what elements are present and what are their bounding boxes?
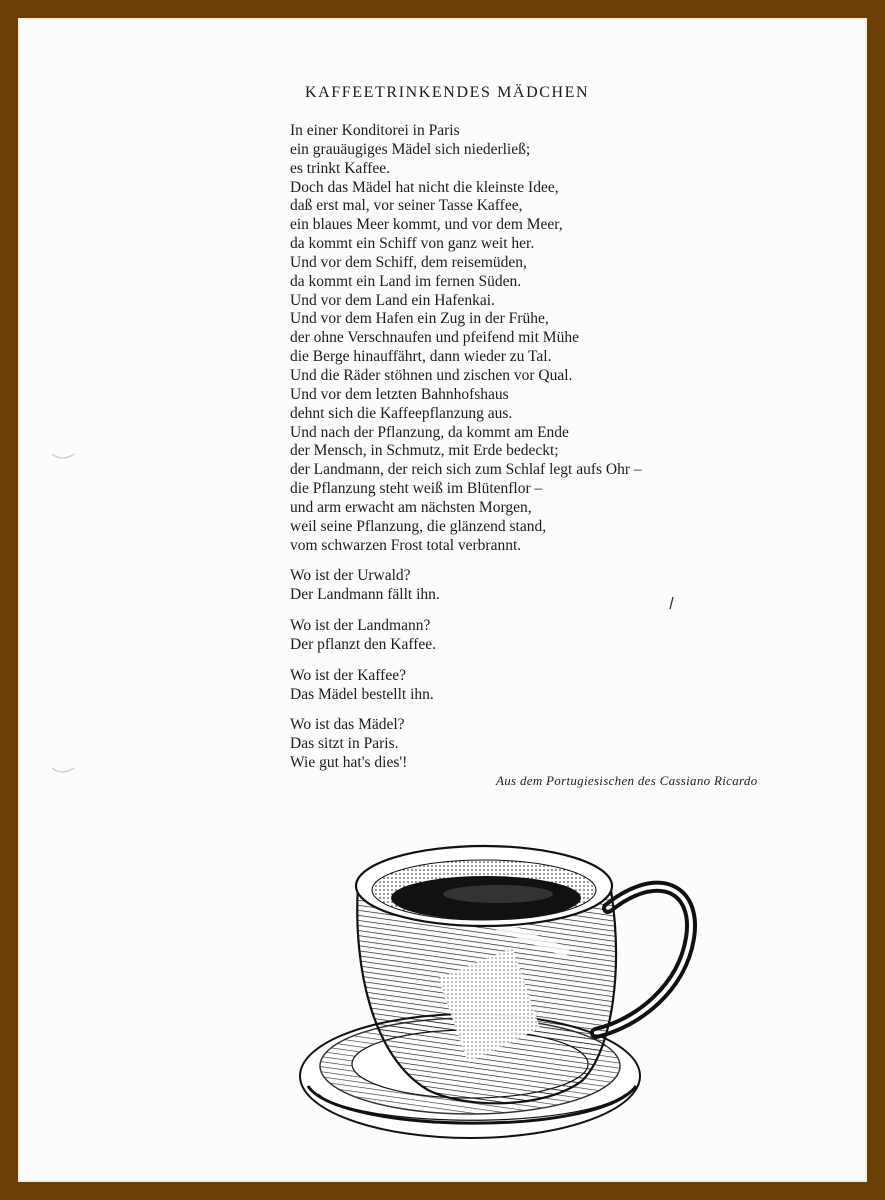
poem-line: Der pflanzt den Kaffee. [290,635,437,653]
poem-line: Wie gut hat's dies'! [290,754,408,772]
poem-line: da kommt ein Schiff von ganz weit her. [290,235,535,253]
poem-stanza [290,617,642,655]
poem-line: Wo ist der Landmann? [290,617,431,635]
poem-body [290,122,642,773]
poem-line: die Berge hinauffährt, dann wieder zu Tal. [290,348,552,366]
poem-line: da kommt ein Land im fernen Süden. [290,272,522,290]
poem-line: Das sitzt in Paris. [290,735,399,753]
punch-hole-mark-upper [48,446,78,466]
poem-line: Wo ist der Kaffee? [290,666,406,684]
poem-line: ein grauäugiges Mädel sich niederließ; [290,140,531,158]
cup-rim [356,846,612,926]
poem-line: der Mensch, in Schmutz, mit Erde bedeckt; [290,442,559,460]
poem-line: Das Mädel bestellt ihn. [290,685,434,703]
punch-hole-mark-lower [48,760,78,780]
poem-title: KAFFEETRINKENDES MÄDCHEN [305,84,590,101]
poem-line: Wo ist das Mädel? [290,716,405,734]
translation-attribution: Aus dem Portugiesischen des Cassiano Ricardo [496,773,758,788]
poem-stanza [290,567,642,605]
poem-line: und arm erwacht am nächsten Morgen, [290,498,532,516]
poem-stanza [290,716,642,773]
poem-line: dehnt sich die Kaffeepflanzung aus. [290,404,513,422]
coffee-cup-illustration [278,828,698,1153]
poem-line: ein blaues Meer kommt, und vor dem Meer, [290,216,563,234]
poem-line: In einer Konditorei in Paris [290,122,460,139]
poem-line: Und die Räder stöhnen und zischen vor Qual. [290,366,573,384]
poem-line: der ohne Verschnaufen und pfeifend mit Mühe [290,329,579,347]
poem-line: der Landmann, der reich sich zum Schlaf legt aufs Ohr – [290,461,642,479]
poem-line: es trinkt Kaffee. [290,159,390,177]
poem-stanza [290,122,642,555]
poem-line: daß erst mal, vor seiner Tasse Kaffee, [290,197,523,215]
poem-line: Und vor dem letzten Bahnhofshaus [290,385,509,403]
poem-line: die Pflanzung steht weiß im Blütenflor – [290,480,543,498]
poem-line: Doch das Mädel hat nicht die kleinste Idee, [290,178,559,196]
poem-line: Und nach der Pflanzung, da kommt am Ende [290,423,569,441]
poem-line: Wo ist der Urwald? [290,567,411,585]
page-sheet [18,18,867,1182]
poem-line: Und vor dem Schiff, dem reisemüden, [290,253,527,271]
poem-stanza [290,667,642,705]
poem-line: vom schwarzen Frost total verbrannt. [290,536,522,554]
poem-line: weil seine Pflanzung, die glänzend stand, [290,517,547,535]
stray-pen-mark [666,594,678,612]
poem-line: Der Landmann fällt ihn. [290,586,440,604]
poem-line: Und vor dem Land ein Hafenkai. [290,291,495,309]
poem-line: Und vor dem Hafen ein Zug in der Frühe, [290,310,549,328]
